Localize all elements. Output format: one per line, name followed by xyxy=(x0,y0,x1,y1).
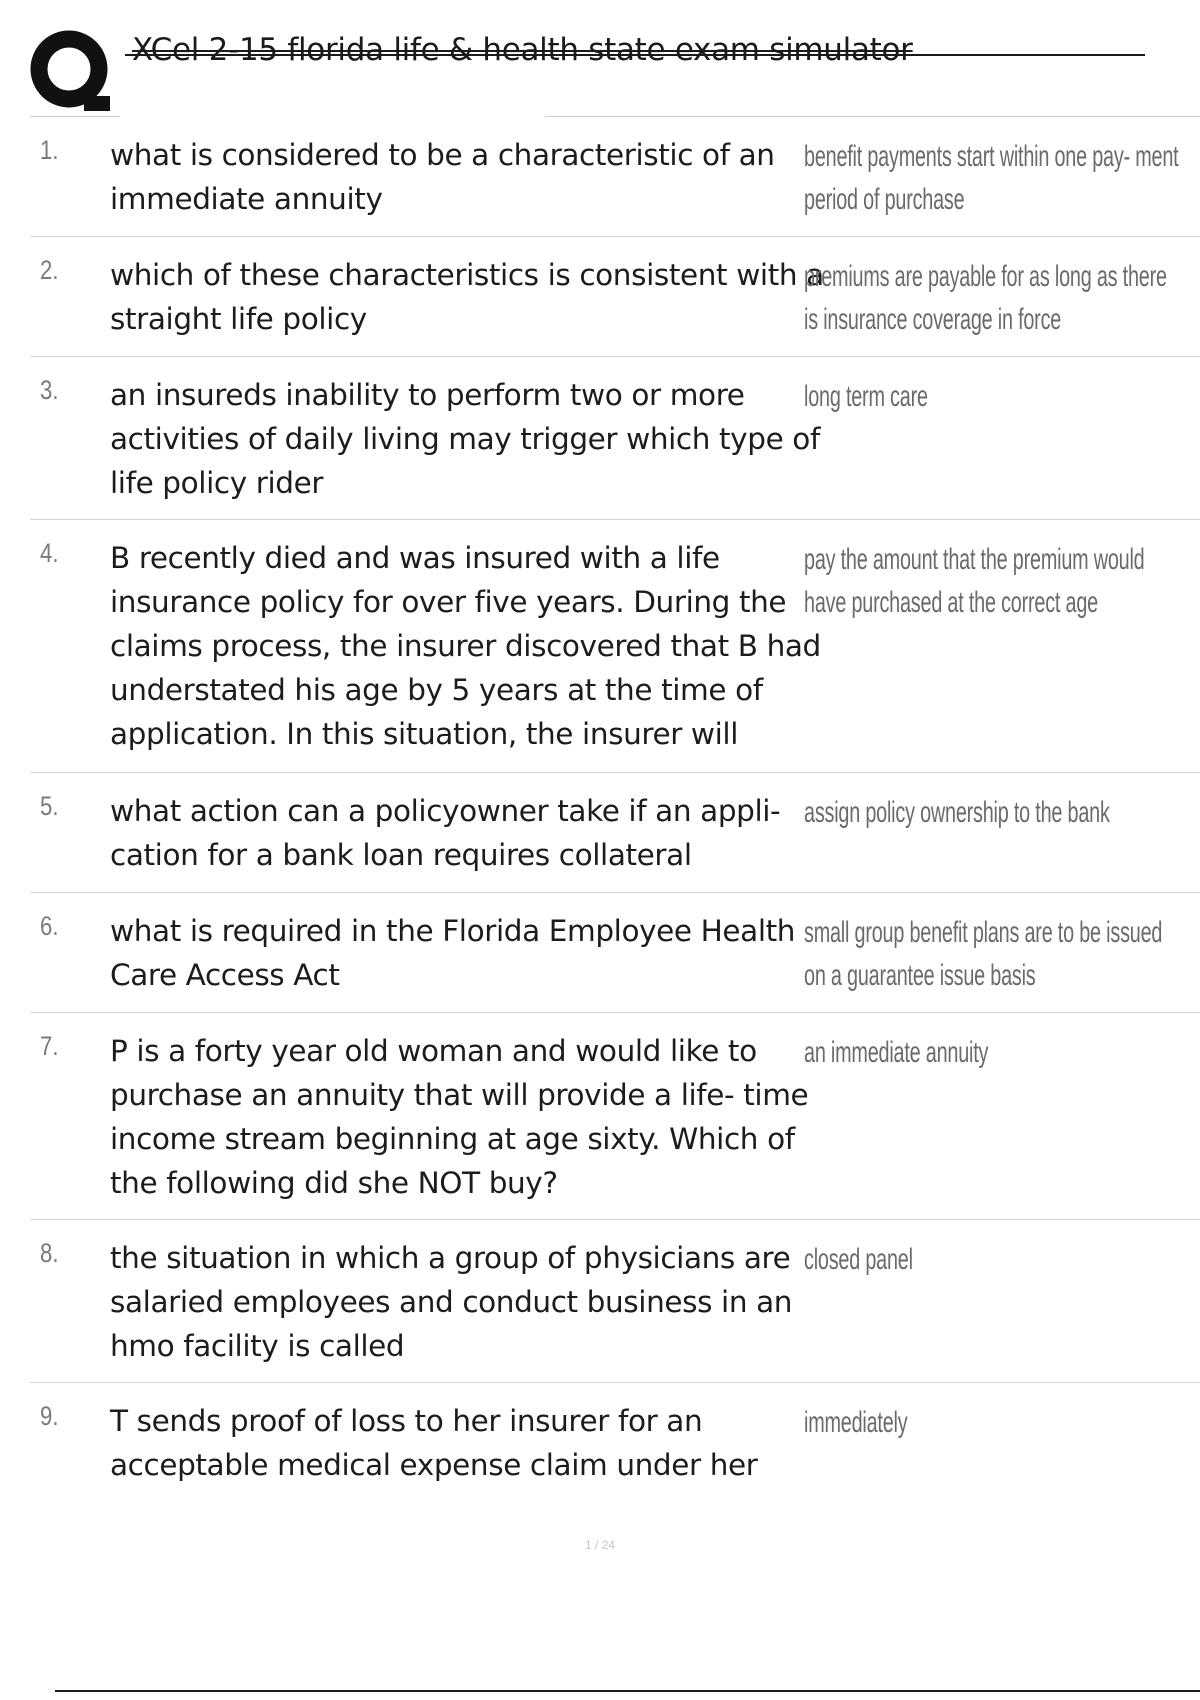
card-number: 3. xyxy=(40,375,59,405)
card-number: 6. xyxy=(40,911,59,941)
page-indicator: 1 / 24 xyxy=(584,1538,616,1552)
card-question: what is required in the Florida Employee Health Care Access Act xyxy=(110,914,796,992)
card-number: 1. xyxy=(40,135,59,165)
footer-rule xyxy=(55,1690,1200,1692)
card-answer: long term care xyxy=(804,380,928,413)
card-question: what action can a policyowner take if an appli- cation for a bank loan requires collateral xyxy=(110,794,781,872)
card-answer: small group benefit plans are to be issued on a guarantee issue basis xyxy=(804,916,1163,992)
card-answer: benefit payments start within one pay- ment period of purchase xyxy=(804,140,1179,216)
flashcard-list xyxy=(30,117,1200,1493)
card-question: which of these characteristics is consistent with a straight life policy xyxy=(110,258,824,336)
flashcard-row xyxy=(30,520,1200,773)
card-answer: closed panel xyxy=(804,1243,913,1276)
card-number: 5. xyxy=(40,791,59,821)
flashcard-row xyxy=(30,1383,1200,1493)
quizlet-logo-icon xyxy=(30,28,116,114)
card-number: 7. xyxy=(40,1031,59,1061)
flashcard-row xyxy=(30,117,1200,237)
card-question: the situation in which a group of physicians are salaried employees and conduct business in an hmo facility is called xyxy=(110,1241,793,1363)
card-question: what is considered to be a characteristic of an immediate annuity xyxy=(110,138,775,216)
card-number: 9. xyxy=(40,1401,59,1431)
card-number: 4. xyxy=(40,538,59,568)
card-question: T sends proof of loss to her insurer for an acceptable medical expense claim under her xyxy=(110,1404,758,1482)
flashcard-row xyxy=(30,237,1200,357)
card-answer: immediately xyxy=(804,1406,908,1439)
card-number: 8. xyxy=(40,1238,59,1268)
card-answer: premiums are payable for as long as there is insurance coverage in force xyxy=(804,260,1167,336)
card-question: an insureds inability to perform two or more activities of daily living may trigger which type of life policy rider xyxy=(110,378,820,500)
flashcard-row xyxy=(30,1013,1200,1220)
card-answer: pay the amount that the premium would have purchased at the correct age xyxy=(804,543,1145,619)
card-question: P is a forty year old woman and would like to purchase an annuity that will provide a life- time income stream beginning at age sixty. Which of the following did she NOT buy? xyxy=(110,1034,809,1200)
flashcard-row xyxy=(30,1220,1200,1383)
flashcard-row xyxy=(30,773,1200,893)
card-question: B recently died and was insured with a life insurance policy for over five years. During the claims process, the insurer discovered that B had understated his age by 5 years at the time of application. In this situation, the insurer will xyxy=(110,541,821,751)
card-answer: assign policy ownership to the bank xyxy=(804,796,1110,829)
flashcard-row xyxy=(30,357,1200,520)
card-answer: an immediate annuity xyxy=(804,1036,989,1069)
document-title: XCel 2-15 florida life & health state exam simulator xyxy=(132,32,913,68)
flashcard-row xyxy=(30,893,1200,1013)
card-number: 2. xyxy=(40,255,59,285)
